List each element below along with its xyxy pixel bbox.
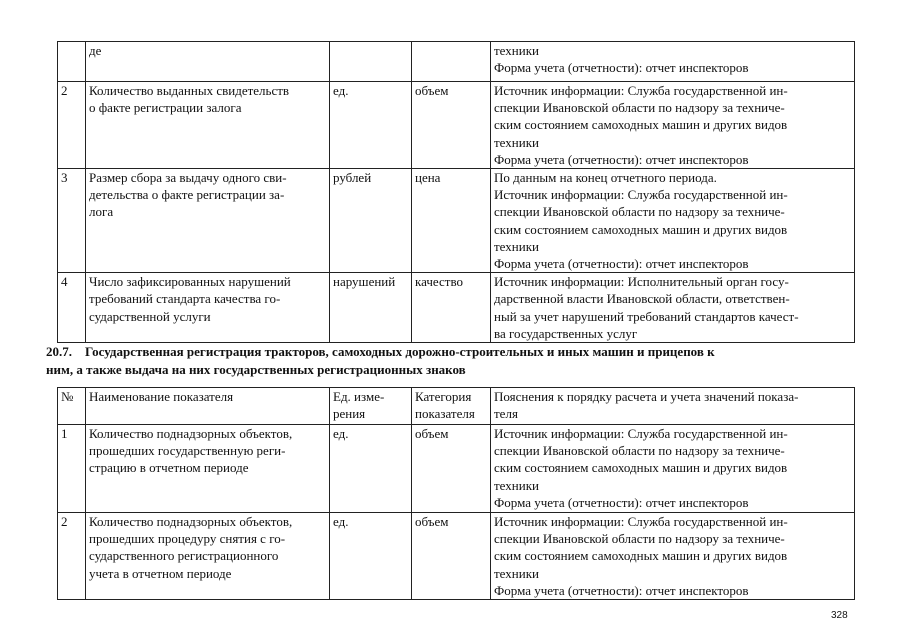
- header-category: [412, 388, 491, 425]
- text-line: качество: [415, 274, 464, 290]
- unit-cell: [330, 169, 412, 273]
- text-line: техники: [494, 134, 539, 150]
- indicator-name: [86, 273, 330, 343]
- table-header-row: [58, 388, 855, 425]
- indicators-table-continued: [57, 41, 855, 343]
- table-row: [58, 425, 855, 513]
- text-line: рублей: [333, 170, 372, 186]
- text-line: страцию в отчетном периоде: [89, 460, 249, 476]
- text-line: Источник информации: Служба государственной ин-: [494, 426, 788, 441]
- text-line: Форма учета (отчетности): отчет инспекторов: [494, 494, 749, 510]
- text-line: Ед. изме-: [333, 389, 385, 404]
- text-line: ед.: [333, 514, 349, 529]
- text-line: ским состоянием самоходных машин и других видов: [494, 117, 788, 133]
- text-line: де: [89, 43, 102, 58]
- text-line: показателя: [415, 406, 475, 422]
- registration-indicators-table: [57, 387, 855, 600]
- text-line: ским состоянием самоходных машин и других видов: [494, 460, 788, 476]
- text-line: дарственной власти Ивановской области, ответствен-: [494, 291, 790, 307]
- text-line: Форма учета (отчетности): отчет инспекторов: [494, 60, 749, 76]
- text-line: техники: [494, 477, 539, 493]
- indicator-name: [86, 425, 330, 513]
- text-line: Источник информации: Служба государственной ин-: [494, 514, 788, 529]
- row-number: [58, 42, 86, 82]
- text-line: прошедших государственную реги-: [89, 443, 286, 459]
- explanation: [491, 169, 855, 273]
- section-heading-line: [46, 343, 846, 361]
- text-line: Категория: [415, 389, 472, 404]
- text-line: Число зафиксированных нарушений: [89, 274, 291, 290]
- text-line: спекции Ивановской области по надзору за техниче-: [494, 204, 785, 220]
- text-line: ед.: [333, 426, 349, 441]
- section-number: 20.7.: [46, 344, 72, 359]
- text-line: требований стандарта качества го-: [89, 291, 281, 307]
- table-row: [58, 513, 855, 600]
- unit-cell: [330, 425, 412, 513]
- unit-cell: [330, 82, 412, 169]
- text-line: Количество выданных свидетельств: [89, 83, 290, 98]
- category-cell: [412, 169, 491, 273]
- text-line: ским состоянием самоходных машин и других видов: [494, 548, 788, 564]
- table-row: [58, 82, 855, 169]
- text-line: объем: [415, 514, 449, 529]
- text-line: спекции Ивановской области по надзору за техниче-: [494, 531, 785, 547]
- text-line: По данным на конец отчетного периода.: [494, 170, 717, 186]
- page-number: 328: [831, 610, 848, 621]
- section-heading: [46, 343, 846, 379]
- header-number: №: [58, 388, 86, 425]
- indicator-name: [86, 169, 330, 273]
- category-cell: [412, 513, 491, 600]
- text-line: Форма учета (отчетности): отчет инспекторов: [494, 256, 749, 272]
- text-line: нарушений: [333, 274, 396, 290]
- text-line: Форма учета (отчетности): отчет инспекторов: [494, 151, 749, 167]
- text-line: техники: [494, 238, 539, 254]
- text-line: теля: [494, 406, 518, 422]
- text-line: Источник информации: Исполнительный орган госу-: [494, 274, 789, 290]
- indicator-name: [86, 82, 330, 169]
- text-line: учета в отчетном периоде: [89, 565, 232, 581]
- text-line: ским состоянием самоходных машин и других видов: [494, 221, 788, 237]
- row-number: 1: [58, 425, 86, 513]
- row-number: 3: [58, 169, 86, 273]
- text-line: Форма учета (отчетности): отчет инспекторов: [494, 582, 749, 598]
- explanation: [491, 513, 855, 600]
- text-line: Количество поднадзорных объектов,: [89, 514, 293, 529]
- category-cell: [412, 425, 491, 513]
- text-line: сударственной услуги: [89, 308, 211, 324]
- explanation: [491, 82, 855, 169]
- text-line: цена: [415, 170, 441, 186]
- unit-cell: [330, 42, 412, 82]
- category-cell: [412, 82, 491, 169]
- section-heading-line: ним, а также выдача на них государственных регистрационных знаков: [46, 362, 466, 377]
- text-line: прошедших процедуру снятия с го-: [89, 531, 286, 547]
- text-line: ед.: [333, 83, 349, 98]
- category-cell: [412, 273, 491, 343]
- text-line: объем: [415, 426, 449, 441]
- row-number: 2: [58, 82, 86, 169]
- row-number: 2: [58, 513, 86, 600]
- row-number: 4: [58, 273, 86, 343]
- text-line: Источник информации: Служба государственной ин-: [494, 83, 788, 98]
- text-line: о факте регистрации залога: [89, 100, 242, 116]
- text-line: Источник информации: Служба государственной ин-: [494, 187, 788, 203]
- text-line: Размер сбора за выдачу одного сви-: [89, 170, 287, 186]
- unit-cell: [330, 273, 412, 343]
- explanation: [491, 42, 855, 82]
- text-line: спекции Ивановской области по надзору за техниче-: [494, 443, 785, 459]
- section-title: Государственная регистрация тракторов, самоходных дорожно-строительных и иных машин и прицепов к: [85, 344, 715, 359]
- header-explanation: [491, 388, 855, 425]
- table-row: [58, 169, 855, 273]
- text-line: сударственного регистрационного: [89, 548, 279, 564]
- text-line: Количество поднадзорных объектов,: [89, 426, 293, 441]
- text-line: техники: [494, 43, 539, 58]
- indicator-name: [86, 42, 330, 82]
- header-unit: [330, 388, 412, 425]
- text-line: ва государственных услуг: [494, 325, 638, 341]
- text-line: рения: [333, 406, 366, 422]
- header-indicator-name: Наименование показателя: [86, 388, 330, 425]
- text-line: спекции Ивановской области по надзору за техниче-: [494, 100, 785, 116]
- text-line: лога: [89, 204, 114, 220]
- text-line: ный за учет нарушений требований стандартов качест-: [494, 308, 799, 324]
- text-line: объем: [415, 83, 449, 98]
- indicator-name: [86, 513, 330, 600]
- table-row: [58, 42, 855, 82]
- text-line: Пояснения к порядку расчета и учета значений показа-: [494, 389, 799, 404]
- table-row: [58, 273, 855, 343]
- explanation: [491, 273, 855, 343]
- text-line: детельства о факте регистрации за-: [89, 187, 285, 203]
- unit-cell: [330, 513, 412, 600]
- text-line: техники: [494, 565, 539, 581]
- category-cell: [412, 42, 491, 82]
- explanation: [491, 425, 855, 513]
